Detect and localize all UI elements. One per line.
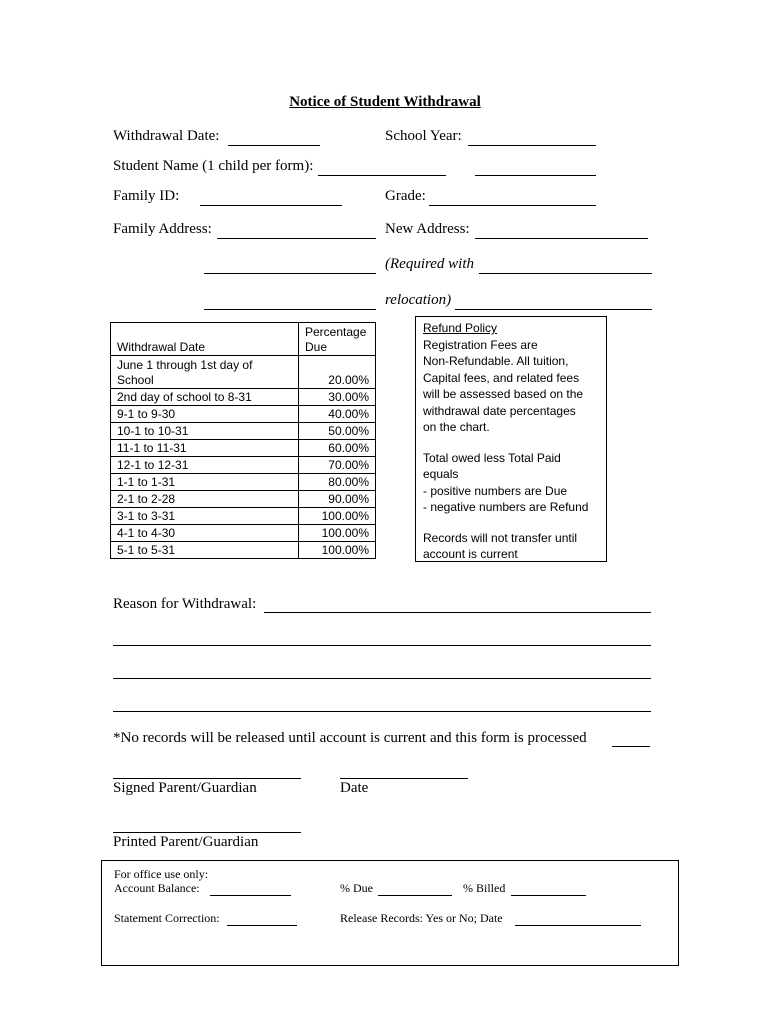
row-percent: 30.00% <box>299 389 376 406</box>
row-period: 11-1 to 11-31 <box>111 440 299 457</box>
pct-due-label: % Due <box>340 881 373 895</box>
student-name-field[interactable] <box>318 175 446 176</box>
processed-initials-field[interactable] <box>612 746 650 747</box>
records-notice: *No records will be released until account is current and this form is processed <box>113 730 587 746</box>
pct-billed-label: % Billed <box>463 881 506 895</box>
header-percentage: Percentage <box>305 325 367 339</box>
statement-correction-label: Statement Correction: <box>114 911 220 925</box>
reason-field-2[interactable] <box>113 645 651 646</box>
header-withdrawal-date: Withdrawal Date <box>111 323 299 356</box>
statement-correction-field[interactable] <box>227 925 297 926</box>
family-address-field-3[interactable] <box>204 309 376 310</box>
school-year-field[interactable] <box>468 145 596 146</box>
form-title: Notice of Student Withdrawal <box>289 94 481 110</box>
printed-parent-field[interactable] <box>113 832 301 833</box>
row-period: 9-1 to 9-30 <box>111 406 299 423</box>
student-name-field-2[interactable] <box>475 175 596 176</box>
policy-line: Capital fees, and related fees <box>423 370 580 385</box>
row-percent: 90.00% <box>299 491 376 508</box>
withdrawal-date-field[interactable] <box>228 145 320 146</box>
row-percent: 80.00% <box>299 474 376 491</box>
office-heading: For office use only: <box>114 867 209 881</box>
table-row <box>111 542 376 559</box>
row-period: 12-1 to 12-31 <box>111 457 299 474</box>
printed-parent-label: Printed Parent/Guardian <box>113 834 259 850</box>
table-row <box>111 457 376 474</box>
row-percent: 100.00% <box>299 542 376 559</box>
row-percent: 70.00% <box>299 457 376 474</box>
table-row <box>111 389 376 406</box>
account-balance-label: Account Balance: <box>114 881 200 895</box>
table-row <box>111 474 376 491</box>
date-label: Date <box>340 780 369 796</box>
pct-billed-field[interactable] <box>511 895 586 896</box>
table-row <box>111 356 376 389</box>
reason-label: Reason for Withdrawal: <box>113 596 257 612</box>
family-address-field-2[interactable] <box>204 273 376 274</box>
row-percent: 100.00% <box>299 508 376 525</box>
office-use-box <box>101 860 679 966</box>
release-records-label: Release Records: Yes or No; Date <box>340 911 503 925</box>
row-period: 5-1 to 5-31 <box>111 542 299 559</box>
row-period: 10-1 to 10-31 <box>111 423 299 440</box>
table-header-row <box>111 323 376 356</box>
table-row <box>111 440 376 457</box>
school-year-label: School Year: <box>385 128 462 144</box>
table-row <box>111 423 376 440</box>
family-id-field[interactable] <box>200 205 342 206</box>
row-period: 3-1 to 3-31 <box>111 508 299 525</box>
policy-line: - positive numbers are Due <box>423 483 568 498</box>
withdrawal-percentage-table <box>110 322 376 559</box>
family-address-field[interactable] <box>217 238 376 239</box>
policy-line: Registration Fees are <box>423 337 538 352</box>
row-period <box>111 356 299 389</box>
policy-line: Records will not transfer until <box>423 530 578 545</box>
new-address-label: New Address: <box>385 221 470 237</box>
row-percent: 50.00% <box>299 423 376 440</box>
row-period-line1: June 1 through 1st day of <box>117 358 253 372</box>
new-address-field[interactable] <box>475 238 648 239</box>
signed-parent-label: Signed Parent/Guardian <box>113 780 257 796</box>
policy-line: will be assessed based on the <box>423 387 584 401</box>
row-period: 1-1 to 1-31 <box>111 474 299 491</box>
row-period: 4-1 to 4-30 <box>111 525 299 542</box>
refund-policy-box <box>415 316 607 562</box>
signed-date-field[interactable] <box>340 778 468 779</box>
account-balance-field[interactable] <box>210 895 291 896</box>
row-period: 2-1 to 2-28 <box>111 491 299 508</box>
signed-parent-field[interactable] <box>113 778 301 779</box>
table-row <box>111 406 376 423</box>
row-period-line2: School <box>117 373 154 387</box>
reason-field-3[interactable] <box>113 678 651 679</box>
policy-line: Non-Refundable. All tuition, <box>423 354 569 368</box>
row-period: 2nd day of school to 8-31 <box>111 389 299 406</box>
table-row <box>111 525 376 542</box>
policy-line: Total owed less Total Paid <box>423 450 561 465</box>
withdrawal-date-label: Withdrawal Date: <box>113 128 220 144</box>
policy-line: withdrawal date percentages <box>423 403 576 418</box>
reason-field-4[interactable] <box>113 711 651 712</box>
table-row <box>111 508 376 525</box>
reason-field[interactable] <box>264 612 651 613</box>
pct-due-field[interactable] <box>378 895 452 896</box>
new-address-field-2[interactable] <box>479 273 652 274</box>
new-address-field-3[interactable] <box>455 309 652 310</box>
student-name-label: Student Name (1 child per form): <box>113 158 314 174</box>
row-percent: 20.00% <box>299 356 376 389</box>
header-due: Due <box>305 340 328 354</box>
policy-line: account is current <box>423 547 518 561</box>
grade-field[interactable] <box>429 205 596 206</box>
policy-line: - negative numbers are Refund <box>423 500 589 514</box>
row-percent: 60.00% <box>299 440 376 457</box>
release-date-field[interactable] <box>515 925 641 926</box>
table-row <box>111 491 376 508</box>
policy-line: equals <box>423 467 459 481</box>
header-percentage-due <box>299 323 376 356</box>
family-address-label: Family Address: <box>113 221 212 237</box>
row-percent: 100.00% <box>299 525 376 542</box>
family-id-label: Family ID: <box>113 188 180 204</box>
required-with-note: (Required with <box>385 256 475 272</box>
relocation-note: relocation) <box>385 292 452 308</box>
row-percent: 40.00% <box>299 406 376 423</box>
policy-line: on the chart. <box>423 420 490 434</box>
grade-label: Grade: <box>385 188 426 204</box>
refund-policy-heading: Refund Policy <box>423 321 498 335</box>
